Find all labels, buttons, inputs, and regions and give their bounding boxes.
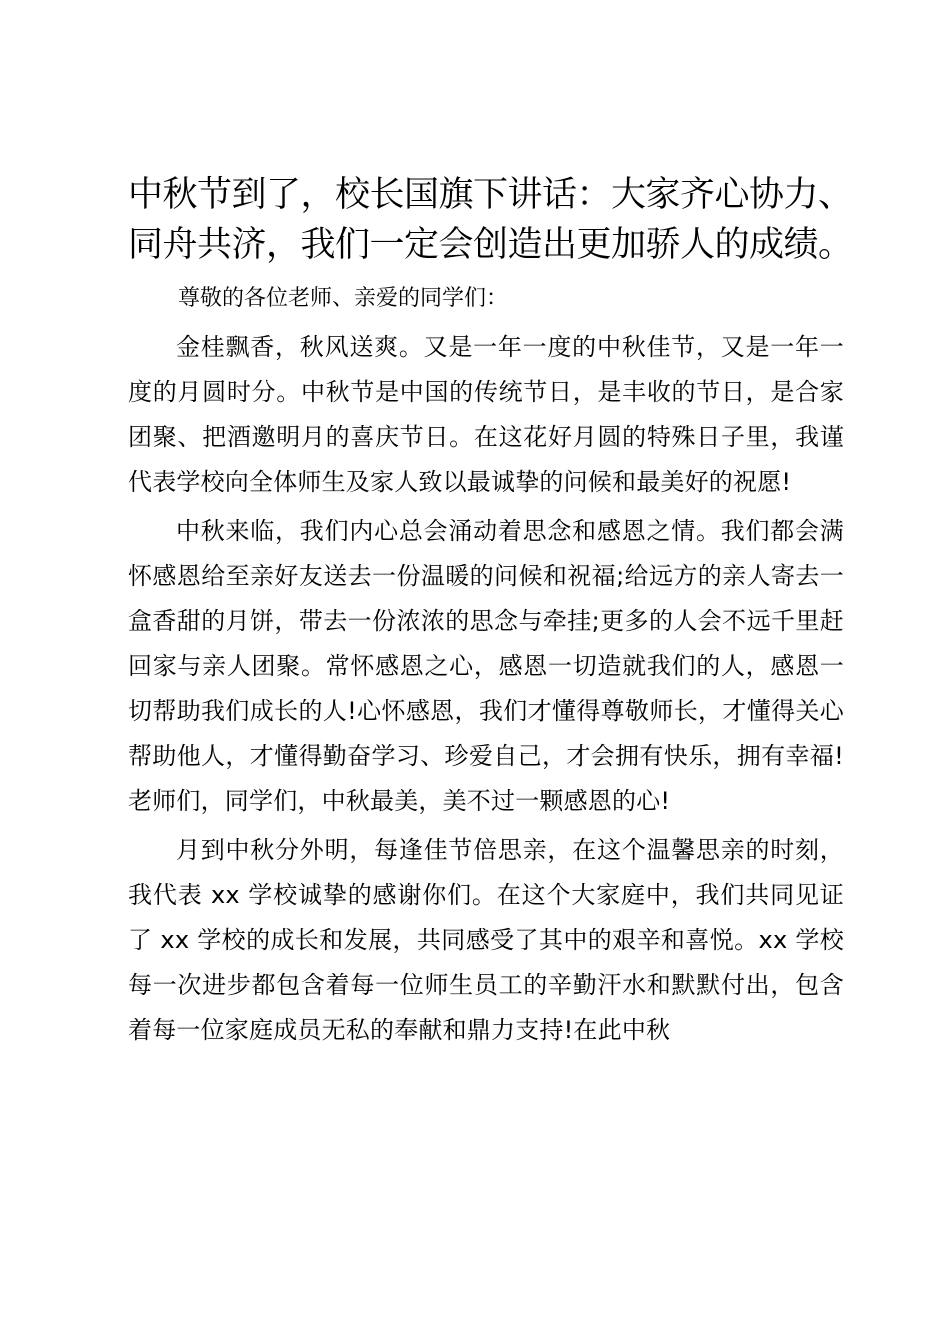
document-title: [128, 170, 868, 270]
salutation: 尊敬的各位老师、亲爱的同学们：: [178, 286, 509, 311]
title-line-1: 中秋节到了，校长国旗下讲话：大家齐心协力、: [128, 175, 853, 215]
document-body: [128, 276, 844, 1057]
paragraph: 中秋来临，我们内心总会涌动着思念和感恩之情。我们都会满怀感恩给至亲好友送去一份温暖的问候和祝福;给远方的亲人寄去一盒香甜的月饼，带去一份浓浓的思念与牵挂;更多的人会不远千里赶回家与亲人团聚。常怀感恩之心，感恩一切造就我们的人，感恩一切帮助我们成长的人!心怀感恩，我们才懂得尊敬师长，才懂得关心帮助他人，才懂得勤奋学习、珍爱自己，才会拥有快乐，拥有幸福!老师们，同学们，中秋最美，美不过一颗感恩的心!: [128, 517, 844, 815]
paragraph: 月到中秋分外明，每逢佳节倍思亲，在这个温馨思亲的时刻，我代表 xx 学校诚挚的感谢你们。在这个大家庭中，我们共同见证了 xx 学校的成长和发展，共同感受了其中的艰辛和喜悦。xx 学校每一次进步都包含着每一位师生员工的辛勤汗水和默默付出，包含着每一位家庭成员无私的奉献和鼎力支持!在此中秋: [128, 836, 844, 1044]
title-line-2: 同舟共济，我们一定会创造出更加骄人的成绩。: [128, 225, 853, 265]
paragraph: 金桂飘香，秋风送爽。又是一年一度的中秋佳节，又是一年一度的月圆时分。中秋节是中国的传统节日，是丰收的节日，是合家团聚、把酒邀明月的喜庆节日。在这花好月圆的特殊日子里，我谨代表学校向全体师生及家人致以最诚挚的问候和最美好的祝愿!: [128, 333, 844, 496]
